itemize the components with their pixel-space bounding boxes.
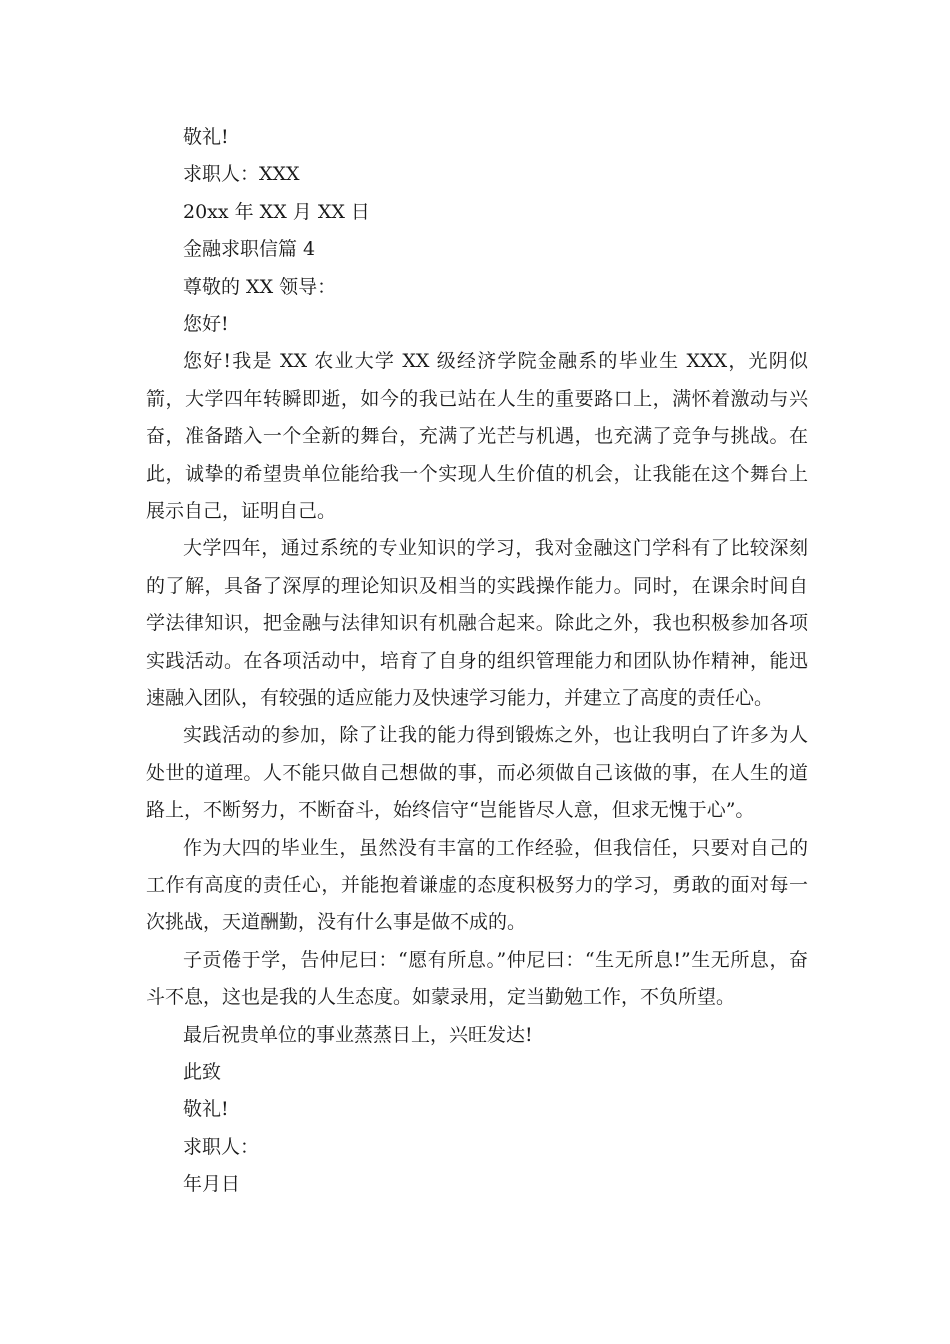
hello-line: 您好! — [183, 312, 229, 335]
signature-applicant: 求职人： — [183, 1135, 260, 1158]
body-paragraph-study: 大学四年，通过系统的专业知识的学习，我对金融这门学科有了比较深刻的了解，具备了深厚的理论知识及相当的实践操作能力。同时，在课余时间自学法律知识，把金融与法律知识有机融合起来。除此之外，我也积极参加各项实践活动。在各项活动中，培育了自身的组织管理能力和团队协作精神，能迅速融入团队，有较强的适应能力及快速学习能力，并建立了高度的责任心。 — [146, 537, 808, 709]
date-line: 20xx 年 XX 月 XX 日 — [183, 200, 370, 223]
closing-cizhi: 此致 — [183, 1061, 222, 1084]
closing-jingli: 敬礼! — [183, 1098, 229, 1121]
body-paragraph-quote: 子贡倦于学，告仲尼曰：“愿有所息。”仲尼曰：“生无所息!”生无所息，奋斗不息，这也是我的人生态度。如蒙录用，定当勤勉工作，不负所望。 — [146, 948, 808, 1009]
applicant-line: 求职人：XXX — [183, 163, 300, 186]
section-title: 金融求职信篇 4 — [183, 238, 316, 261]
recipient-greeting: 尊敬的 XX 领导： — [183, 275, 337, 298]
body-paragraph-intro: 您好!我是 XX 农业大学 XX 级经济学院金融系的毕业生 XXX，光阴似箭，大学四年转瞬即逝，如今的我已站在人生的重要路口上，满怀着激动与兴奋，准备踏入一个全新的舞台，充满了光芒与机遇，也充满了竞争与挑战。在此，诚挚的希望贵单位能给我一个实现人生价值的机会，让我能在这个舞台上展示自己，证明自己。 — [146, 350, 808, 522]
salutation-closing: 敬礼! — [183, 126, 229, 148]
body-paragraph-practice: 实践活动的参加，除了让我的能力得到锻炼之外，也让我明白了许多为人处世的道理。人不能只做自己想做的事，而必须做自己该做的事，在人生的道路上，不断努力，不断奋斗，始终信守“岂能皆尽人意，但求无愧于心”。 — [146, 724, 808, 822]
body-paragraph-graduate: 作为大四的毕业生，虽然没有丰富的工作经验，但我信任，只要对自己的工作有高度的责任心，并能抱着谦虚的态度积极努力的学习，勇敢的面对每一次挑战，天道酬勤，没有什么事是做不成的。 — [146, 836, 808, 934]
signature-date: 年月日 — [183, 1173, 241, 1196]
wishes-line: 最后祝贵单位的事业蒸蒸日上，兴旺发达! — [183, 1023, 533, 1046]
document-page — [146, 119, 808, 1204]
